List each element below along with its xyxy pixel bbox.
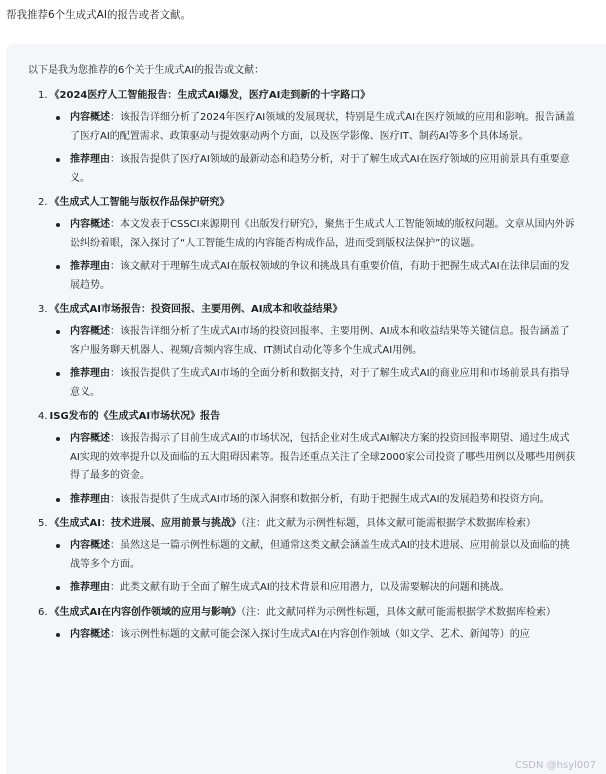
- recommend-reason-text: ：该报告提供了医疗AI领域的最新动态和趋势分析，对于了解生成式AI在医疗领域的应用前景具有重要意义。: [70, 154, 570, 184]
- recommend-reason-text: ：该报告提供了生成式AI市场的深入洞察和数据分析，有助于把握生成式AI的发展趋势和投资方向。: [110, 493, 550, 505]
- recommend-reason: [70, 365, 586, 402]
- assistant-answer-card: [6, 44, 606, 774]
- content-summary-text: ：该报告揭示了目前生成式AI的市场状况，包括企业对生成式AI解决方案的投资回报率期望、通过生成式AI实现的效率提升以及面临的五大阻碍因素等。报告还重点关注了全球2000家公司投资了哪些用例以及哪些用例获得了最多的资金。: [70, 433, 576, 481]
- item-note: （注：此文献为示例性标题，具体文献可能需根据学术数据库检索）: [241, 518, 537, 529]
- item-title: [28, 300, 586, 319]
- recommend-reason: [70, 258, 586, 295]
- csdn-watermark: CSDN @hsyl007: [514, 760, 596, 771]
- item-title: [28, 193, 586, 212]
- recommend-reason-label: 推荐理由: [70, 493, 110, 505]
- content-summary-text: ：虽然这是一篇示例性标题的文献，但通常这类文献会涵盖生成式AI的技术进展、应用前景以及面临的挑战等多个方面。: [70, 540, 570, 570]
- recommend-reason-text: ：该文献对于理解生成式AI在版权领域的争议和挑战具有重要价值，有助于把握生成式AI在法律层面的发展趋势。: [70, 261, 570, 291]
- recommendation-list: [28, 86, 586, 644]
- content-summary-text: ：该报告详细分析了生成式AI市场的投资回报率、主要用例、AI成本和收益结果等关键信息。报告涵盖了客户服务聊天机器人、视频/音频内容生成、IT测试自动化等多个生成式AI用例。: [70, 326, 570, 356]
- content-summary: [70, 626, 586, 645]
- item-title-text: 《2024医疗人工智能报告：生成式AI爆发，医疗AI走到新的十字路口》: [49, 90, 371, 101]
- recommend-reason-label: 推荐理由: [70, 368, 110, 379]
- item-number: 5.: [38, 518, 48, 529]
- item-title: [28, 603, 586, 622]
- content-summary-label: 内容概述: [70, 433, 110, 444]
- content-summary-label: 内容概述: [70, 628, 110, 640]
- item-number: 4.: [38, 411, 48, 422]
- recommendation-item: [28, 86, 586, 188]
- recommend-reason-label: 推荐理由: [70, 261, 110, 272]
- content-summary: [70, 430, 586, 486]
- content-summary-text: ：本文发表于CSSCI来源期刊《出版发行研究》，聚焦于生成式人工智能领域的版权问题。文章从国内外诉讼纠纷着眼，深入探讨了“人工智能生成的内容能否构成作品，进而受到版权法保护”的议题。: [70, 219, 575, 249]
- content-summary: [70, 323, 586, 360]
- recommend-reason-text: ：该报告提供了生成式AI市场的全面分析和数据支持，对于了解生成式AI的商业应用和市场前景具有指导意义。: [70, 368, 570, 398]
- item-title: [28, 514, 586, 533]
- item-number: 6.: [38, 606, 48, 618]
- item-title-text: ISG发布的《生成式AI市场状况》报告: [49, 411, 221, 422]
- recommend-reason-text: ：此类文献有助于全面了解生成式AI的技术背景和应用潜力，以及需要解决的问题和挑战。: [110, 582, 510, 593]
- recommend-reason: [70, 579, 586, 598]
- recommend-reason-label: 推荐理由: [70, 582, 110, 593]
- item-title-text: 《生成式AI市场报告：投资回报、主要用例、AI成本和收益结果》: [49, 304, 343, 315]
- item-note: （注：此文献同样为示例性标题，具体文献可能需根据学术数据库检索）: [241, 606, 557, 618]
- content-summary-text: ：该示例性标题的文献可能会深入探讨生成式AI在内容创作领域（如文学、艺术、新闻等）的应: [110, 628, 530, 640]
- content-summary: [70, 109, 586, 146]
- item-number: 3.: [38, 304, 48, 315]
- item-details: [28, 216, 586, 295]
- item-number: 1.: [38, 90, 48, 101]
- content-summary-label: 内容概述: [70, 112, 110, 123]
- item-title-text: 《生成式人工智能与版权作品保护研究》: [49, 197, 230, 208]
- recommend-reason: [70, 151, 586, 188]
- recommendation-item: [28, 300, 586, 402]
- item-details: [28, 537, 586, 598]
- content-summary: [70, 537, 586, 574]
- answer-intro: 以下是我为您推荐的6个关于生成式AI的报告或文献：: [28, 65, 265, 76]
- item-details: [28, 430, 586, 509]
- item-title-text: 《生成式AI：技术进展、应用前景与挑战》: [49, 518, 242, 529]
- content-summary-label: 内容概述: [70, 540, 110, 551]
- item-number: 2.: [38, 197, 48, 208]
- recommend-reason: [70, 491, 586, 510]
- content-summary: [70, 216, 586, 253]
- content-summary-label: 内容概述: [70, 326, 110, 337]
- item-title: [28, 86, 586, 105]
- recommendation-item: [28, 407, 586, 509]
- recommendation-item: [28, 193, 586, 295]
- recommend-reason-label: 推荐理由: [70, 154, 110, 165]
- item-details: [28, 323, 586, 402]
- item-title: [28, 407, 586, 426]
- item-details: [28, 626, 586, 645]
- recommendation-item: [28, 514, 586, 598]
- content-summary-text: ：该报告详细分析了2024年医疗AI领域的发展现状，特别是生成式AI在医疗领域的应用和影响。报告涵盖了医疗AI的配置需求、政策驱动与提效驱动两个方面，以及医学影像、医疗IT、制药AI等多个具体场景。: [70, 112, 576, 142]
- content-summary-label: 内容概述: [70, 219, 110, 230]
- item-title-text: 《生成式AI在内容创作领域的应用与影响》: [49, 606, 242, 618]
- item-details: [28, 109, 586, 188]
- user-message: 帮我推荐6个生成式AI的报告或者文献。: [6, 9, 191, 21]
- recommendation-item: [28, 603, 586, 645]
